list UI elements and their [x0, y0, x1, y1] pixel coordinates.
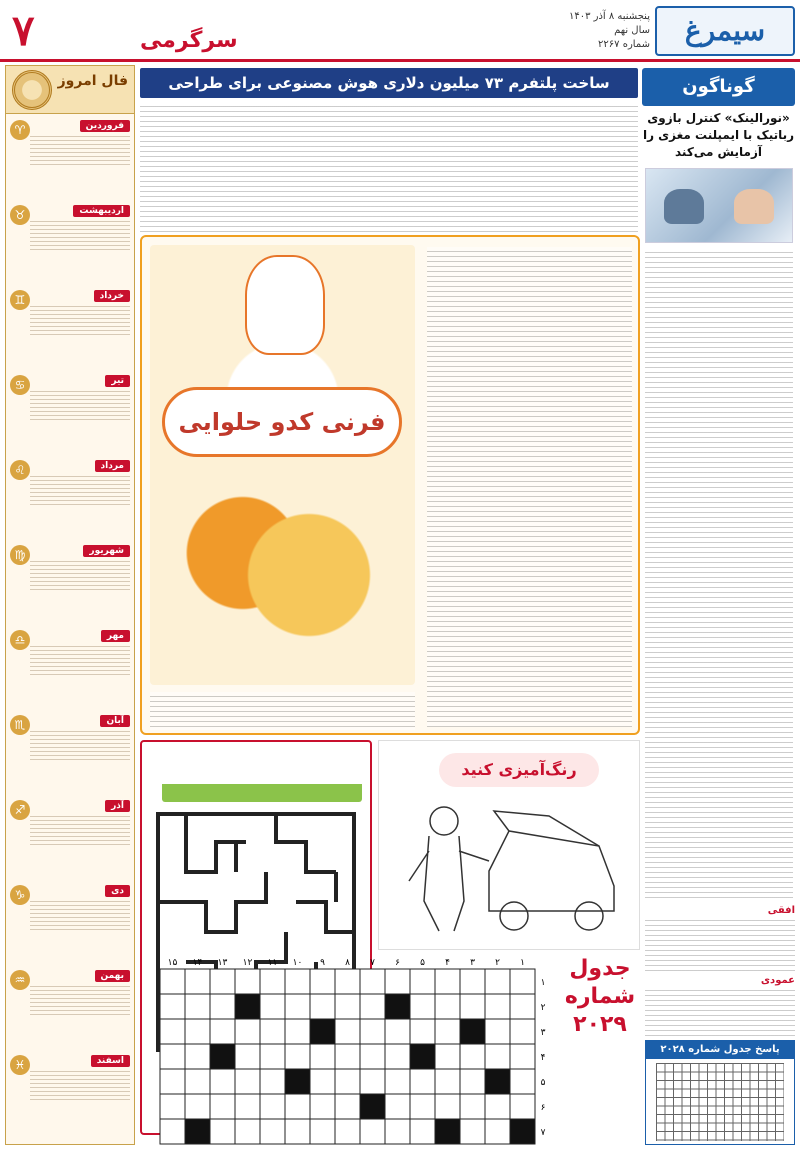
- crossword-cell[interactable]: [510, 1044, 535, 1069]
- crossword-cell[interactable]: [260, 1069, 285, 1094]
- crossword-cell[interactable]: [210, 1044, 235, 1069]
- crossword-cell[interactable]: [510, 1069, 535, 1094]
- crossword-row-number: ۶: [540, 1103, 546, 1113]
- crossword-cell[interactable]: [485, 994, 510, 1019]
- zodiac-item: [8, 543, 134, 595]
- zodiac-icon: ♈: [10, 120, 30, 140]
- crossword-cell[interactable]: [410, 994, 435, 1019]
- crossword-cell[interactable]: [185, 994, 210, 1019]
- crossword-cell[interactable]: [185, 969, 210, 994]
- zodiac-text: [30, 388, 130, 422]
- zodiac-icon: ♋: [10, 375, 30, 395]
- zodiac-icon: ♎: [10, 630, 30, 650]
- zodiac-name: اسفند: [91, 1055, 130, 1067]
- zodiac-item: [8, 628, 134, 680]
- crossword-cell[interactable]: [210, 969, 235, 994]
- main-headline-bar: [140, 68, 638, 122]
- down-label: عمودی: [760, 975, 795, 986]
- crossword-cell[interactable]: [235, 994, 260, 1019]
- crossword-cell[interactable]: [360, 1094, 385, 1119]
- crossword-cell[interactable]: [310, 1019, 335, 1044]
- crossword-cell[interactable]: [385, 1069, 410, 1094]
- crossword-cell[interactable]: [435, 1094, 460, 1119]
- crossword-col-number: ۴: [445, 958, 450, 968]
- crossword-cell[interactable]: [435, 994, 460, 1019]
- crossword-col-number: ۱۳: [217, 958, 228, 968]
- crossword-cell[interactable]: [435, 969, 460, 994]
- zodiac-item: [8, 798, 134, 850]
- crossword-cell[interactable]: [160, 1019, 185, 1044]
- sidebar-article-title: «نورالینک» کنترل بازوی رباتیک با ایمپلنت مغزی را آزمایش می‌کند: [642, 111, 795, 159]
- crossword-col-number: ۳: [470, 958, 475, 968]
- zodiac-icon: ♊: [10, 290, 30, 310]
- crossword-cell[interactable]: [285, 1069, 310, 1094]
- chef-pumpkin-illustration: [150, 245, 415, 685]
- page-number: ۷: [12, 6, 35, 55]
- crossword-cell[interactable]: [435, 1069, 460, 1094]
- crossword-cell[interactable]: [310, 969, 335, 994]
- crossword-cell[interactable]: [410, 1119, 435, 1144]
- crossword-cell[interactable]: [235, 1069, 260, 1094]
- crossword-cell[interactable]: [335, 1069, 360, 1094]
- crossword-cell[interactable]: [385, 969, 410, 994]
- recipe-instructions: [427, 247, 632, 727]
- crossword-cell[interactable]: [260, 1044, 285, 1069]
- crossword-col-number: ۱۱: [267, 958, 278, 968]
- crossword-col-number: ۱۴: [192, 958, 203, 968]
- crossword-row-number: ۵: [540, 1078, 546, 1088]
- zodiac-icon: ♓: [10, 1055, 30, 1075]
- zodiac-text: [30, 473, 130, 507]
- crossword-cell[interactable]: [335, 1044, 360, 1069]
- crossword-cell[interactable]: [285, 1044, 310, 1069]
- sidebar-header: [642, 68, 795, 106]
- crossword-col-number: ۸: [345, 958, 350, 968]
- human-hand-icon: [734, 189, 774, 224]
- crossword-cell[interactable]: [160, 1069, 185, 1094]
- crossword-row-number: ۷: [540, 1128, 546, 1138]
- crossword-cell[interactable]: [410, 1019, 435, 1044]
- crossword-cell[interactable]: [260, 1119, 285, 1144]
- answer-grid: [656, 1063, 784, 1141]
- crossword-cell[interactable]: [285, 1119, 310, 1144]
- crossword-col-number: ۱۲: [242, 958, 253, 968]
- crossword-cell[interactable]: [185, 1044, 210, 1069]
- zodiac-name: فروردین: [80, 120, 130, 132]
- crossword-col-number: ۱: [520, 958, 525, 968]
- crossword-cell[interactable]: [360, 1069, 385, 1094]
- crossword-cell[interactable]: [260, 1019, 285, 1044]
- crossword-cell[interactable]: [510, 969, 535, 994]
- zodiac-item: [8, 713, 134, 765]
- crossword-cell[interactable]: [235, 1019, 260, 1044]
- zodiac-item: [8, 968, 134, 1020]
- crossword-cell[interactable]: [160, 969, 185, 994]
- crossword-cell[interactable]: [235, 1119, 260, 1144]
- crossword-row-number: ۲: [540, 1003, 546, 1013]
- zodiac-text: [30, 728, 130, 762]
- zodiac-icon: ♒: [10, 970, 30, 990]
- zodiac-name: آذر: [105, 800, 130, 812]
- zodiac-text: [30, 133, 130, 167]
- issue-date: پنجشنبه ۸ آذر ۱۴۰۳: [568, 11, 650, 22]
- crossword-cell[interactable]: [235, 1044, 260, 1069]
- zodiac-name: شهریور: [83, 545, 130, 557]
- crossword-cell[interactable]: [235, 969, 260, 994]
- crossword-row-number: ۴: [540, 1053, 546, 1063]
- crossword-cell[interactable]: [385, 1044, 410, 1069]
- crossword-cell[interactable]: [310, 1119, 335, 1144]
- crossword-cell[interactable]: [485, 1044, 510, 1069]
- crossword-row-number: ۳: [540, 1028, 546, 1038]
- crossword-cell[interactable]: [410, 1069, 435, 1094]
- zodiac-item: [8, 883, 134, 935]
- crossword-col-number: ۹: [320, 958, 325, 968]
- logo-text: سیمرغ: [684, 14, 766, 47]
- crossword-cell[interactable]: [285, 1019, 310, 1044]
- robot-hand-image: [645, 168, 793, 243]
- zodiac-name: مرداد: [95, 460, 131, 472]
- zodiac-icon: ♏: [10, 715, 30, 735]
- crossword-cell[interactable]: [285, 994, 310, 1019]
- answer-box: [645, 1040, 795, 1145]
- section-title: سرگرمی: [140, 28, 238, 53]
- coloring-title: رنگ‌آمیزی کنید: [439, 753, 599, 787]
- recipe-title: فرنی کدو حلوایی: [162, 387, 402, 457]
- chickens-illustration: [162, 757, 362, 802]
- answer-title: پاسخ جدول شماره ۲۰۲۸: [646, 1041, 794, 1059]
- zodiac-name: آبان: [100, 715, 130, 727]
- sidebar-title: گوناگون: [682, 76, 755, 97]
- zodiac-item: [8, 118, 134, 170]
- crossword-grid: [140, 955, 560, 1145]
- zodiac-text: [30, 643, 130, 677]
- crossword-section: [140, 955, 640, 1145]
- crossword-cell[interactable]: [285, 1094, 310, 1119]
- crossword-title: جدول شماره ۲۰۲۹: [564, 956, 636, 1037]
- crossword-cell[interactable]: [335, 969, 360, 994]
- issue-info: [540, 10, 650, 52]
- zodiac-icon: ♌: [10, 460, 30, 480]
- crossword-cell[interactable]: [160, 1119, 185, 1144]
- crossword-cell[interactable]: [510, 994, 535, 1019]
- crossword-cell[interactable]: [385, 1119, 410, 1144]
- zodiac-item: [8, 458, 134, 510]
- recipe-box: [140, 235, 640, 735]
- main-headline: ساخت پلتفرم ۷۳ میلیون دلاری هوش مصنوعی برای طراحی پروتئین: [168, 74, 610, 122]
- crossword-cell[interactable]: [335, 1094, 360, 1119]
- crossword-cell[interactable]: [160, 1044, 185, 1069]
- crossword-cell[interactable]: [310, 994, 335, 1019]
- crossword-cell[interactable]: [510, 1119, 535, 1144]
- zodiac-name: مهر: [101, 630, 130, 642]
- crossword-cell[interactable]: [260, 994, 285, 1019]
- zodiac-item: [8, 203, 134, 255]
- zodiac-item: [8, 373, 134, 425]
- crossword-col-number: ۲: [495, 958, 500, 968]
- crossword-cell[interactable]: [335, 994, 360, 1019]
- crossword-cell[interactable]: [485, 969, 510, 994]
- across-label: افقی: [767, 905, 795, 916]
- crossword-cell[interactable]: [460, 1019, 485, 1044]
- zodiac-item: [8, 288, 134, 340]
- zodiac-name: خرداد: [94, 290, 130, 302]
- crossword-cell[interactable]: [260, 1094, 285, 1119]
- crossword-cell[interactable]: [310, 1094, 335, 1119]
- page-header: [0, 0, 800, 62]
- crossword-cell[interactable]: [185, 1069, 210, 1094]
- zodiac-text: [30, 218, 130, 252]
- crossword-cell[interactable]: [385, 994, 410, 1019]
- crossword-cell[interactable]: [385, 1094, 410, 1119]
- down-clues: [645, 986, 795, 1041]
- newspaper-logo: [655, 6, 795, 56]
- crossword-cell[interactable]: [185, 1094, 210, 1119]
- across-clues: [645, 916, 795, 971]
- crossword-cell[interactable]: [210, 1119, 235, 1144]
- crossword-cell[interactable]: [335, 1019, 360, 1044]
- crossword-cell[interactable]: [410, 1044, 435, 1069]
- zodiac-text: [30, 1068, 130, 1102]
- crossword-cell[interactable]: [435, 1019, 460, 1044]
- crossword-cell[interactable]: [210, 1069, 235, 1094]
- coloring-section: [378, 740, 640, 950]
- horoscope-column: [5, 65, 135, 1145]
- crossword-cell[interactable]: [185, 1119, 210, 1144]
- crossword-cell[interactable]: [360, 1119, 385, 1144]
- crossword-cell[interactable]: [210, 1019, 235, 1044]
- crossword-clues: [645, 905, 795, 1040]
- crossword-cell[interactable]: [360, 994, 385, 1019]
- crossword-cell[interactable]: [485, 1094, 510, 1119]
- crossword-cell[interactable]: [410, 1094, 435, 1119]
- crossword-cell[interactable]: [460, 1069, 485, 1094]
- crossword-cell[interactable]: [185, 1019, 210, 1044]
- crossword-cell[interactable]: [510, 1019, 535, 1044]
- crossword-cell[interactable]: [310, 1044, 335, 1069]
- crossword-col-number: ۶: [395, 958, 400, 968]
- sidebar-article-body: [645, 248, 793, 898]
- crossword-cell[interactable]: [485, 1069, 510, 1094]
- crossword-cell[interactable]: [360, 1044, 385, 1069]
- crossword-cell[interactable]: [485, 1019, 510, 1044]
- crossword-cell[interactable]: [310, 1069, 335, 1094]
- zodiac-icon: ♑: [10, 885, 30, 905]
- crossword-cell[interactable]: [360, 969, 385, 994]
- zodiac-name: دی: [105, 885, 130, 897]
- crossword-cell[interactable]: [160, 1094, 185, 1119]
- crossword-cell[interactable]: [235, 1094, 260, 1119]
- crossword-col-number: ۵: [420, 958, 425, 968]
- crossword-cell[interactable]: [460, 969, 485, 994]
- crossword-cell[interactable]: [335, 1119, 360, 1144]
- crossword-cell[interactable]: [435, 1044, 460, 1069]
- crossword-cell[interactable]: [485, 1119, 510, 1144]
- zodiac-wheel-icon: [12, 70, 52, 110]
- horoscope-title: فال امروز: [57, 73, 128, 89]
- zodiac-text: [30, 558, 130, 592]
- crossword-cell[interactable]: [285, 969, 310, 994]
- zodiac-text: [30, 983, 130, 1017]
- zodiac-item: [8, 1053, 134, 1105]
- crossword-col-number: ۱۵: [167, 958, 178, 968]
- car-mechanic-outline: [399, 791, 624, 941]
- recipe-note: [150, 692, 415, 730]
- crossword-col-number: ۱۰: [292, 958, 303, 968]
- zodiac-name: اردیبهشت: [73, 205, 130, 217]
- issue-year: سال نهم: [614, 25, 650, 36]
- crossword-cell[interactable]: [435, 1119, 460, 1144]
- robot-hand-icon: [664, 189, 704, 224]
- zodiac-icon: ♐: [10, 800, 30, 820]
- crossword-cell[interactable]: [210, 1094, 235, 1119]
- crossword-col-number: ۷: [370, 958, 375, 968]
- issue-number: شماره ۲۲۶۷: [598, 39, 650, 50]
- crossword-row-number: ۱: [540, 978, 546, 988]
- zodiac-text: [30, 898, 130, 932]
- zodiac-text: [30, 303, 130, 337]
- crossword-cell[interactable]: [160, 994, 185, 1019]
- zodiac-name: تیر: [105, 375, 130, 387]
- crossword-cell[interactable]: [460, 1119, 485, 1144]
- horoscope-header: [6, 66, 134, 114]
- crossword-cell[interactable]: [360, 1019, 385, 1044]
- crossword-cell[interactable]: [460, 994, 485, 1019]
- crossword-cell[interactable]: [260, 969, 285, 994]
- zodiac-text: [30, 813, 130, 847]
- crossword-cell[interactable]: [410, 969, 435, 994]
- crossword-cell[interactable]: [460, 1094, 485, 1119]
- chef-icon: [245, 255, 325, 355]
- zodiac-name: بهمن: [95, 970, 130, 982]
- crossword-cell[interactable]: [510, 1094, 535, 1119]
- crossword-cell[interactable]: [460, 1044, 485, 1069]
- crossword-cell[interactable]: [210, 994, 235, 1019]
- zodiac-icon: ♉: [10, 205, 30, 225]
- main-article-body: [140, 102, 638, 234]
- zodiac-icon: ♍: [10, 545, 30, 565]
- crossword-cell[interactable]: [385, 1019, 410, 1044]
